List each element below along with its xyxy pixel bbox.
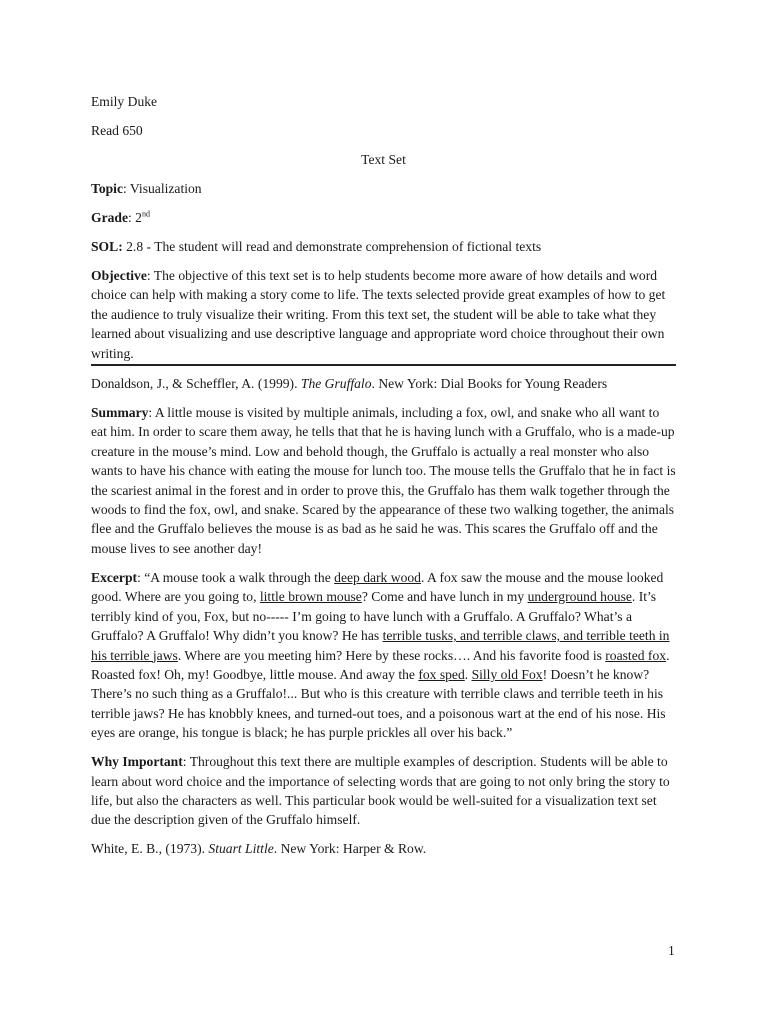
grade-label: Grade [91,210,128,225]
book1-summary [91,403,676,558]
book1-why-important [91,752,676,830]
document-title: Text Set [361,152,406,167]
excerpt-text: : “A mouse took a walk through the [137,569,335,585]
objective-paragraph [91,266,676,363]
objective-text: : The objective of this text set is to help students become more aware of how details and word choice can help with making a story come to life. The texts selected provide great examples of how to get the audience to truly visualize their writing. From this text set, the student will be able to take what they learned about visualizing and use descriptive language and appropriate word choice throughout their own writing. [91,268,666,361]
book2-citation [91,839,676,858]
book1-title: The Gruffalo [300,376,372,392]
grade-line [91,208,676,227]
topic-value: : Visualization [123,181,202,196]
topic-line [91,179,676,198]
book2-title: Stuart Little [208,841,274,857]
why-important-text: : Throughout this text there are multiple examples of description. Students will be able to learn about word choice and the importance of selecting words that are going to not only bring the story to life, but also the characters as well. This particular book would be well-suited for a visualization text set due the description given of the Gruffalo himself. [91,754,670,828]
summary-label: Summary [91,405,149,421]
book2-citation-publisher: . New York: Harper & Row. [273,841,427,857]
excerpt-text: . It’s terribly kind of you, Fox, but no----- I’m going to have lunch with a Gruffalo. A Gruffalo? What’s a Gruffalo? A Gruffalo! Why didn’t you know? He has [91,589,657,644]
course-name: Read 650 [91,123,143,138]
grade-superscript: nd [141,209,150,219]
excerpt-text: ? Come and have lunch in my [361,589,528,605]
page-number: 1 [668,943,675,958]
sol-value: 2.8 - The student will read and demonstrate comprehension of fictional texts [122,239,542,254]
excerpt-underlined: roasted fox [605,647,667,663]
book1-citation-authors: Donaldson, J., & Scheffler, A. (1999). [91,376,301,392]
sol-label: SOL: [91,239,123,254]
document-page [91,92,676,868]
excerpt-underlined: Silly old Fox [471,666,543,682]
excerpt-label: Excerpt [91,569,138,585]
topic-label: Topic [91,181,123,196]
excerpt-text: . Roasted fox! Oh, my! Goodbye, little mouse. And away the [91,647,670,682]
excerpt-underlined: fox sped [418,666,465,682]
excerpt-text: . A fox saw the mouse and the mouse looked good. Where are you going to, [91,569,664,605]
excerpt-underlined: little brown mouse [259,589,362,605]
why-important-label: Why Important [91,754,183,770]
excerpt-text: ! Doesn’t he know? There’s no such thing as a Gruffalo!... But who is this creature with terrible claws and terrible teeth in his terrible jaws? He has knobbly knees, and turned-out toes, and a poisonous wart at the end of his nose. His eyes are orange, his tongue is black; he has purple prickles all over his back.” [91,666,666,741]
book1-excerpt [91,568,676,743]
book1-citation [91,374,676,393]
excerpt-underlined: terrible tusks, and terrible claws, and terrible teeth in his terrible jaws [91,628,670,663]
author-name: Emily Duke [91,94,158,109]
excerpt-underlined: underground house [527,589,632,605]
excerpt-text: . Where are you meeting him? Here by these rocks…. And his favorite food is [177,647,606,663]
section-divider [91,364,676,366]
grade-value: : 2 [128,210,142,225]
sol-line [91,237,676,256]
excerpt-underlined: deep dark wood [334,569,421,585]
summary-text: : A little mouse is visited by multiple animals, including a fox, owl, and snake who all want to eat him. In order to scare them away, he tells that that he is having lunch with a Gruffalo, who is a made-up creature in the mouse’s mind. Low and behold though, the Gruffalo is actually a real monster who also wants to have his chance with eating the mouse for lunch too. The mouse tells the Gruffalo that he in fact is the scariest animal in the forest and in order to prove this, the Gruffalo has them walk together through the woods to find the fox, owl, and snake. Scared by the appearance of these two walking together, the animals flee and the Gruffalo believes the mouse is as bad as he said he was. This scares the Gruffalo off and the mouse lives to see another day! [91,405,676,556]
objective-label: Objective [91,268,147,283]
book2-citation-authors: White, E. B., (1973). [91,841,209,857]
book1-citation-publisher: . New York: Dial Books for Young Readers [371,376,608,392]
excerpt-text: . [464,666,472,682]
